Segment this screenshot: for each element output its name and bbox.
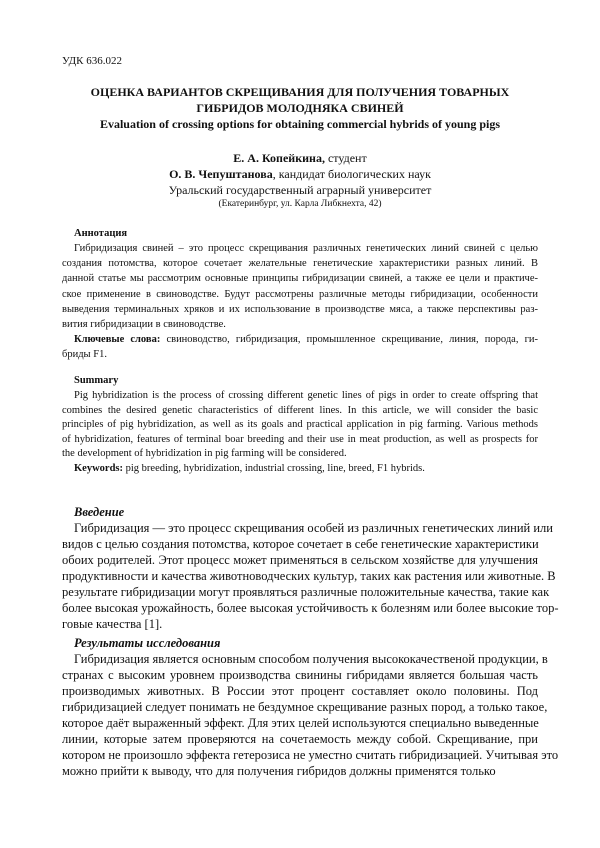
title-ru-line2: ГИБРИДОВ МОЛОДНЯКА СВИНЕЙ: [0, 101, 600, 116]
introduction-line: говые качества [1].: [62, 617, 538, 631]
keywords-label: Keywords:: [74, 463, 123, 474]
author-role: студент: [325, 151, 367, 165]
introduction-line: видов с целью создания потомства, которое сочетает в себе генетические характеристики: [62, 537, 538, 551]
introduction-heading: Введение: [74, 505, 550, 519]
author-2: [0, 167, 600, 182]
keywords-en: [62, 463, 538, 475]
abstract-ru-line: данной статье мы рассмотрим основные принципы гибридизации свиней, а также ее цели и практиче-: [62, 273, 538, 285]
keywords-list: свиноводство, гибридизация, промышленное скрещивание, линия, порода, ги-: [160, 334, 538, 345]
introduction-line: обоих родителей. Этот процесс может применяться в сельском хозяйстве для улучшения: [62, 553, 538, 567]
keywords-list: pig breeding, hybridization, industrial crossing, line, breed, F1 hybrids.: [123, 463, 425, 474]
introduction-line: Гибридизация — это процесс скрещивания особей из различных генетических линий или: [62, 521, 538, 535]
introduction-line: результате гибридизации могут проявляться различные положительные качества, такие как: [62, 585, 538, 599]
introduction-line: продуктивности и качества животноводческих культур, таких как растения или животные. В: [62, 569, 538, 583]
abstract-ru-line: Гибридизация свиней – это процесс скрещивания различных генетических линий свиней с целью: [62, 243, 538, 255]
address: (Екатеринбург, ул. Карла Либкнехта, 42): [0, 199, 600, 209]
abstract-ru-line: ское применение в свиноводстве. Будут рассмотрены различные методы гибридизации, особенности: [62, 289, 538, 301]
affiliation: Уральский государственный аграрный университет: [0, 183, 600, 198]
author-1: [0, 151, 600, 166]
title-en: Evaluation of crossing options for obtaining commercial hybrids of young pigs: [0, 117, 600, 132]
results-line: которое даёт выраженный эффект. Для этих целей используются специально выведенные: [62, 716, 538, 730]
summary-heading: Summary: [74, 375, 550, 387]
results-line: гибридизацией следует понимать не бездумное скрещивание разных пород, а только такое,: [62, 700, 538, 714]
results-line: линии, которые затем проверяются на сочетаемость между собой. Скрещивание, при: [62, 732, 538, 746]
summary-line: principles of pig hybridization, as well as its goals and practical application in pig farming. Various methods: [62, 419, 538, 431]
results-heading: Результаты исследования: [74, 636, 550, 650]
results-line: Гибридизация является основным способом получения высококачественой продукции, в: [62, 652, 538, 666]
results-line: производимых животных. В России этот процент составляет около половины. Под: [62, 684, 538, 698]
keywords-ru: [62, 334, 538, 346]
results-line: котором не произошло эффекта гетерозиса не уместно считать гибридизацией. Учитывая это: [62, 748, 538, 762]
abstract-ru-line: вития гибридизации в свиноводстве.: [62, 319, 538, 331]
summary-line: Pig hybridization is the process of crossing different genetic lines of pigs in order to create offspring that: [62, 390, 538, 402]
introduction-line: более высокая урожайность, более высокая устойчивость к болезням или более высокие тор-: [62, 601, 538, 615]
author-name: Е. А. Копейкина,: [233, 151, 325, 165]
author-role: , кандидат биологических наук: [273, 167, 431, 181]
author-name: О. В. Чепуштанова: [169, 167, 273, 181]
summary-line: of hybridization, features of terminal boar breeding and their use in meat production, as well as prospects for: [62, 434, 538, 446]
abstract-heading: Аннотация: [74, 228, 550, 240]
abstract-ru-line: создания потомства, которое сочетает желательные генетические характеристики разных линий. В: [62, 258, 538, 270]
keywords-ru-line: бриды F1.: [62, 349, 538, 361]
title-ru-line1: ОЦЕНКА ВАРИАНТОВ СКРЕЩИВАНИЯ ДЛЯ ПОЛУЧЕНИЯ ТОВАРНЫХ: [0, 85, 600, 100]
keywords-label: Ключевые слова:: [74, 334, 160, 345]
results-line: странах с высоким уровнем производства свинины гибридами является большая часть: [62, 668, 538, 682]
summary-line: the development of hybridization in pig farming will be considered.: [62, 448, 538, 460]
udk-code: УДК 636.022: [62, 55, 122, 67]
results-line: можно прийти к выводу, что для получения гибридов должны применятся только: [62, 764, 538, 778]
abstract-ru-line: выведения терминальных хряков и их использование в производстве мяса, а также перспективы раз-: [62, 304, 538, 316]
summary-line: combines the desired genetic characteristics of different lines. In this article, we will consider the basic: [62, 405, 538, 417]
